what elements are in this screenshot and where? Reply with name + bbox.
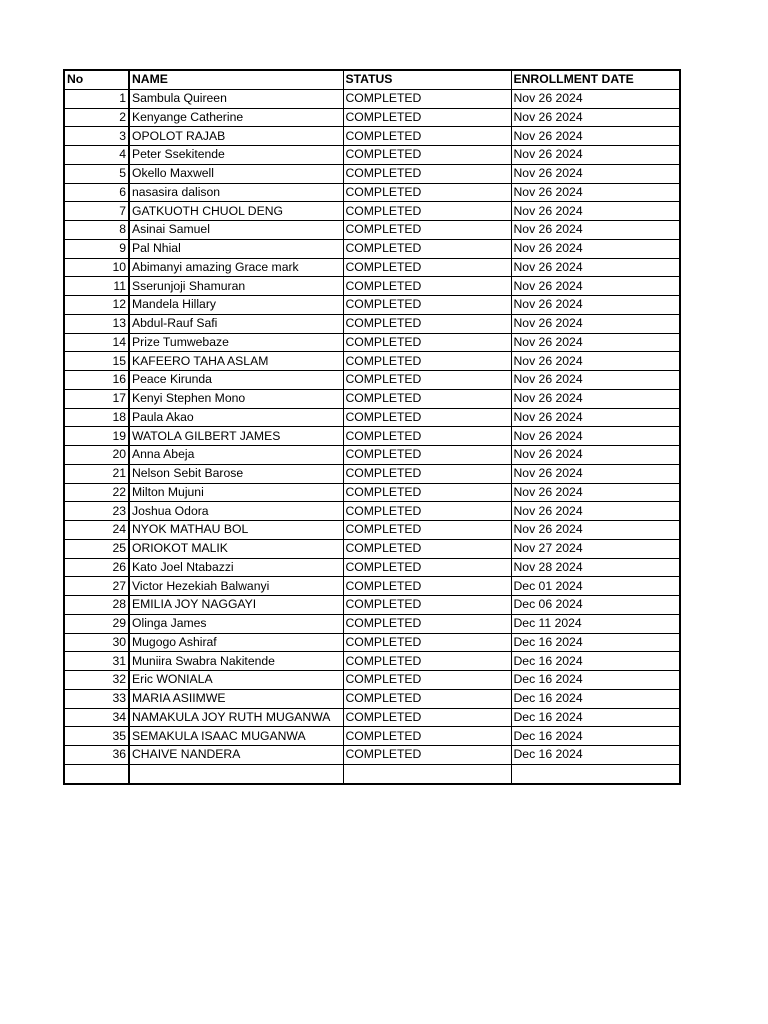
cell-name: Kenyi Stephen Mono <box>129 389 343 408</box>
cell-status: COMPLETED <box>343 446 511 465</box>
cell-status: COMPLETED <box>343 108 511 127</box>
cell-no: 35 <box>64 727 129 746</box>
cell-no: 16 <box>64 371 129 390</box>
cell-no: 11 <box>64 277 129 296</box>
table-row <box>64 258 680 277</box>
cell-enrollment-date: Dec 16 2024 <box>511 671 680 690</box>
cell-status: COMPLETED <box>343 408 511 427</box>
cell-no: 5 <box>64 164 129 183</box>
cell-no: 9 <box>64 239 129 258</box>
table-row <box>64 408 680 427</box>
cell-name: Kato Joel Ntabazzi <box>129 558 343 577</box>
cell-no: 27 <box>64 577 129 596</box>
table-row <box>64 689 680 708</box>
cell-enrollment-date: Nov 26 2024 <box>511 314 680 333</box>
cell-name: SEMAKULA ISAAC MUGANWA <box>129 727 343 746</box>
cell-name: WATOLA GILBERT JAMES <box>129 427 343 446</box>
cell-enrollment-date: Nov 26 2024 <box>511 446 680 465</box>
cell-enrollment-date: Nov 26 2024 <box>511 202 680 221</box>
cell-enrollment-date: Nov 26 2024 <box>511 371 680 390</box>
cell-no: 8 <box>64 221 129 240</box>
cell-no: 3 <box>64 127 129 146</box>
cell-enrollment-date: Nov 26 2024 <box>511 352 680 371</box>
header-no: No <box>64 70 129 89</box>
cell-status: COMPLETED <box>343 689 511 708</box>
cell-name: KAFEERO TAHA ASLAM <box>129 352 343 371</box>
header-status: STATUS <box>343 70 511 89</box>
table-row <box>64 521 680 540</box>
table-row <box>64 127 680 146</box>
header-enrollment-date: ENROLLMENT DATE <box>511 70 680 89</box>
table-row <box>64 296 680 315</box>
cell-no: 7 <box>64 202 129 221</box>
cell-status: COMPLETED <box>343 296 511 315</box>
cell-no: 29 <box>64 614 129 633</box>
cell-name: Abdul-Rauf Safi <box>129 314 343 333</box>
table-row <box>64 671 680 690</box>
cell-enrollment-date: Dec 11 2024 <box>511 614 680 633</box>
table-row <box>64 652 680 671</box>
table-row <box>64 746 680 765</box>
cell-status: COMPLETED <box>343 708 511 727</box>
cell-no: 20 <box>64 446 129 465</box>
cell-name: Sserunjoji Shamuran <box>129 277 343 296</box>
cell-status: COMPLETED <box>343 427 511 446</box>
cell-enrollment-date: Nov 26 2024 <box>511 333 680 352</box>
cell-enrollment-date: Nov 26 2024 <box>511 389 680 408</box>
cell-status: COMPLETED <box>343 146 511 165</box>
table-row <box>64 614 680 633</box>
cell-status: COMPLETED <box>343 389 511 408</box>
table-row <box>64 502 680 521</box>
cell-status: COMPLETED <box>343 727 511 746</box>
cell-no: 22 <box>64 483 129 502</box>
table-row <box>64 221 680 240</box>
cell-no: 12 <box>64 296 129 315</box>
cell-enrollment-date: Nov 26 2024 <box>511 277 680 296</box>
cell-name: Nelson Sebit Barose <box>129 464 343 483</box>
cell-enrollment-date: Nov 26 2024 <box>511 296 680 315</box>
cell-name: Eric WONIALA <box>129 671 343 690</box>
cell-no: 30 <box>64 633 129 652</box>
cell-enrollment-date: Nov 26 2024 <box>511 146 680 165</box>
cell-enrollment-date: Dec 16 2024 <box>511 746 680 765</box>
cell-status: COMPLETED <box>343 202 511 221</box>
cell-name: Prize Tumwebaze <box>129 333 343 352</box>
cell-status: COMPLETED <box>343 483 511 502</box>
cell-enrollment-date: Nov 26 2024 <box>511 408 680 427</box>
cell-status: COMPLETED <box>343 746 511 765</box>
cell-name: Olinga James <box>129 614 343 633</box>
cell-enrollment-date: Dec 16 2024 <box>511 633 680 652</box>
cell-enrollment-date: Nov 26 2024 <box>511 221 680 240</box>
cell-no: 28 <box>64 596 129 615</box>
cell-name: OPOLOT RAJAB <box>129 127 343 146</box>
cell-enrollment-date: Nov 26 2024 <box>511 427 680 446</box>
cell-enrollment-date: Dec 16 2024 <box>511 708 680 727</box>
cell-enrollment-date: Nov 26 2024 <box>511 89 680 108</box>
table-row <box>64 727 680 746</box>
table-row <box>64 371 680 390</box>
table-row <box>64 558 680 577</box>
cell-no: 32 <box>64 671 129 690</box>
cell-name: Joshua Odora <box>129 502 343 521</box>
cell-no: 15 <box>64 352 129 371</box>
cell-status: COMPLETED <box>343 633 511 652</box>
cell-name: MARIA ASIIMWE <box>129 689 343 708</box>
cell-enrollment-date: Nov 26 2024 <box>511 164 680 183</box>
cell-status: COMPLETED <box>343 333 511 352</box>
cell-status: COMPLETED <box>343 502 511 521</box>
cell-name: NYOK MATHAU BOL <box>129 521 343 540</box>
table-row <box>64 708 680 727</box>
cell-name: ORIOKOT MALIK <box>129 539 343 558</box>
header-name: NAME <box>129 70 343 89</box>
cell-name: Sambula Quireen <box>129 89 343 108</box>
cell-enrollment-date <box>511 764 680 783</box>
cell-enrollment-date: Nov 26 2024 <box>511 483 680 502</box>
cell-no: 6 <box>64 183 129 202</box>
table-row <box>64 764 680 783</box>
cell-status: COMPLETED <box>343 614 511 633</box>
cell-name: Mugogo Ashiraf <box>129 633 343 652</box>
table-row <box>64 427 680 446</box>
cell-name <box>129 764 343 783</box>
cell-enrollment-date: Dec 16 2024 <box>511 652 680 671</box>
cell-enrollment-date: Dec 16 2024 <box>511 689 680 708</box>
cell-enrollment-date: Nov 28 2024 <box>511 558 680 577</box>
cell-enrollment-date: Dec 01 2024 <box>511 577 680 596</box>
cell-no: 18 <box>64 408 129 427</box>
cell-enrollment-date: Nov 26 2024 <box>511 521 680 540</box>
cell-name: Abimanyi amazing Grace mark <box>129 258 343 277</box>
cell-no: 17 <box>64 389 129 408</box>
cell-no: 23 <box>64 502 129 521</box>
table-row <box>64 333 680 352</box>
cell-enrollment-date: Nov 26 2024 <box>511 502 680 521</box>
cell-status: COMPLETED <box>343 521 511 540</box>
cell-status: COMPLETED <box>343 652 511 671</box>
cell-status: COMPLETED <box>343 127 511 146</box>
cell-status: COMPLETED <box>343 164 511 183</box>
table-row <box>64 596 680 615</box>
table-row <box>64 446 680 465</box>
cell-enrollment-date: Dec 16 2024 <box>511 727 680 746</box>
cell-no: 4 <box>64 146 129 165</box>
table-row <box>64 108 680 127</box>
cell-name: Okello Maxwell <box>129 164 343 183</box>
cell-enrollment-date: Nov 27 2024 <box>511 539 680 558</box>
table-body <box>64 89 680 783</box>
cell-enrollment-date: Nov 26 2024 <box>511 258 680 277</box>
cell-enrollment-date: Nov 26 2024 <box>511 183 680 202</box>
cell-name: GATKUOTH CHUOL DENG <box>129 202 343 221</box>
cell-enrollment-date: Nov 26 2024 <box>511 464 680 483</box>
cell-no: 10 <box>64 258 129 277</box>
cell-name: nasasira dalison <box>129 183 343 202</box>
cell-enrollment-date: Nov 26 2024 <box>511 239 680 258</box>
cell-name: Peter Ssekitende <box>129 146 343 165</box>
cell-no: 19 <box>64 427 129 446</box>
cell-status: COMPLETED <box>343 371 511 390</box>
table-row <box>64 183 680 202</box>
cell-status: COMPLETED <box>343 671 511 690</box>
cell-status: COMPLETED <box>343 258 511 277</box>
cell-no <box>64 764 129 783</box>
cell-status: COMPLETED <box>343 558 511 577</box>
cell-name: Peace Kirunda <box>129 371 343 390</box>
cell-name: Pal Nhial <box>129 239 343 258</box>
table-row <box>64 577 680 596</box>
cell-name: Mandela Hillary <box>129 296 343 315</box>
header-row <box>64 70 680 89</box>
cell-status: COMPLETED <box>343 277 511 296</box>
cell-no: 1 <box>64 89 129 108</box>
cell-no: 36 <box>64 746 129 765</box>
table-row <box>64 314 680 333</box>
cell-status: COMPLETED <box>343 239 511 258</box>
cell-status: COMPLETED <box>343 464 511 483</box>
cell-status: COMPLETED <box>343 352 511 371</box>
cell-no: 24 <box>64 521 129 540</box>
cell-no: 14 <box>64 333 129 352</box>
cell-no: 33 <box>64 689 129 708</box>
table-row <box>64 464 680 483</box>
cell-enrollment-date: Nov 26 2024 <box>511 108 680 127</box>
cell-no: 34 <box>64 708 129 727</box>
cell-status: COMPLETED <box>343 314 511 333</box>
cell-name: EMILIA JOY NAGGAYI <box>129 596 343 615</box>
table-row <box>64 239 680 258</box>
cell-status: COMPLETED <box>343 539 511 558</box>
cell-name: Victor Hezekiah Balwanyi <box>129 577 343 596</box>
enrollment-table <box>63 69 681 785</box>
cell-no: 31 <box>64 652 129 671</box>
table-row <box>64 164 680 183</box>
cell-name: Anna Abeja <box>129 446 343 465</box>
cell-name: NAMAKULA JOY RUTH MUGANWA <box>129 708 343 727</box>
cell-status: COMPLETED <box>343 89 511 108</box>
cell-no: 25 <box>64 539 129 558</box>
table-row <box>64 146 680 165</box>
cell-name: CHAIVE NANDERA <box>129 746 343 765</box>
cell-no: 26 <box>64 558 129 577</box>
table-row <box>64 277 680 296</box>
cell-status: COMPLETED <box>343 577 511 596</box>
cell-name: Muniira Swabra Nakitende <box>129 652 343 671</box>
cell-enrollment-date: Dec 06 2024 <box>511 596 680 615</box>
cell-name: Kenyange Catherine <box>129 108 343 127</box>
table-row <box>64 202 680 221</box>
table-row <box>64 352 680 371</box>
cell-enrollment-date: Nov 26 2024 <box>511 127 680 146</box>
table-row <box>64 389 680 408</box>
table-row <box>64 633 680 652</box>
cell-status: COMPLETED <box>343 596 511 615</box>
cell-no: 21 <box>64 464 129 483</box>
table-row <box>64 539 680 558</box>
cell-no: 2 <box>64 108 129 127</box>
table-row <box>64 483 680 502</box>
table-row <box>64 89 680 108</box>
cell-status <box>343 764 511 783</box>
cell-name: Paula Akao <box>129 408 343 427</box>
cell-name: Milton Mujuni <box>129 483 343 502</box>
cell-no: 13 <box>64 314 129 333</box>
cell-status: COMPLETED <box>343 183 511 202</box>
cell-status: COMPLETED <box>343 221 511 240</box>
cell-name: Asinai Samuel <box>129 221 343 240</box>
